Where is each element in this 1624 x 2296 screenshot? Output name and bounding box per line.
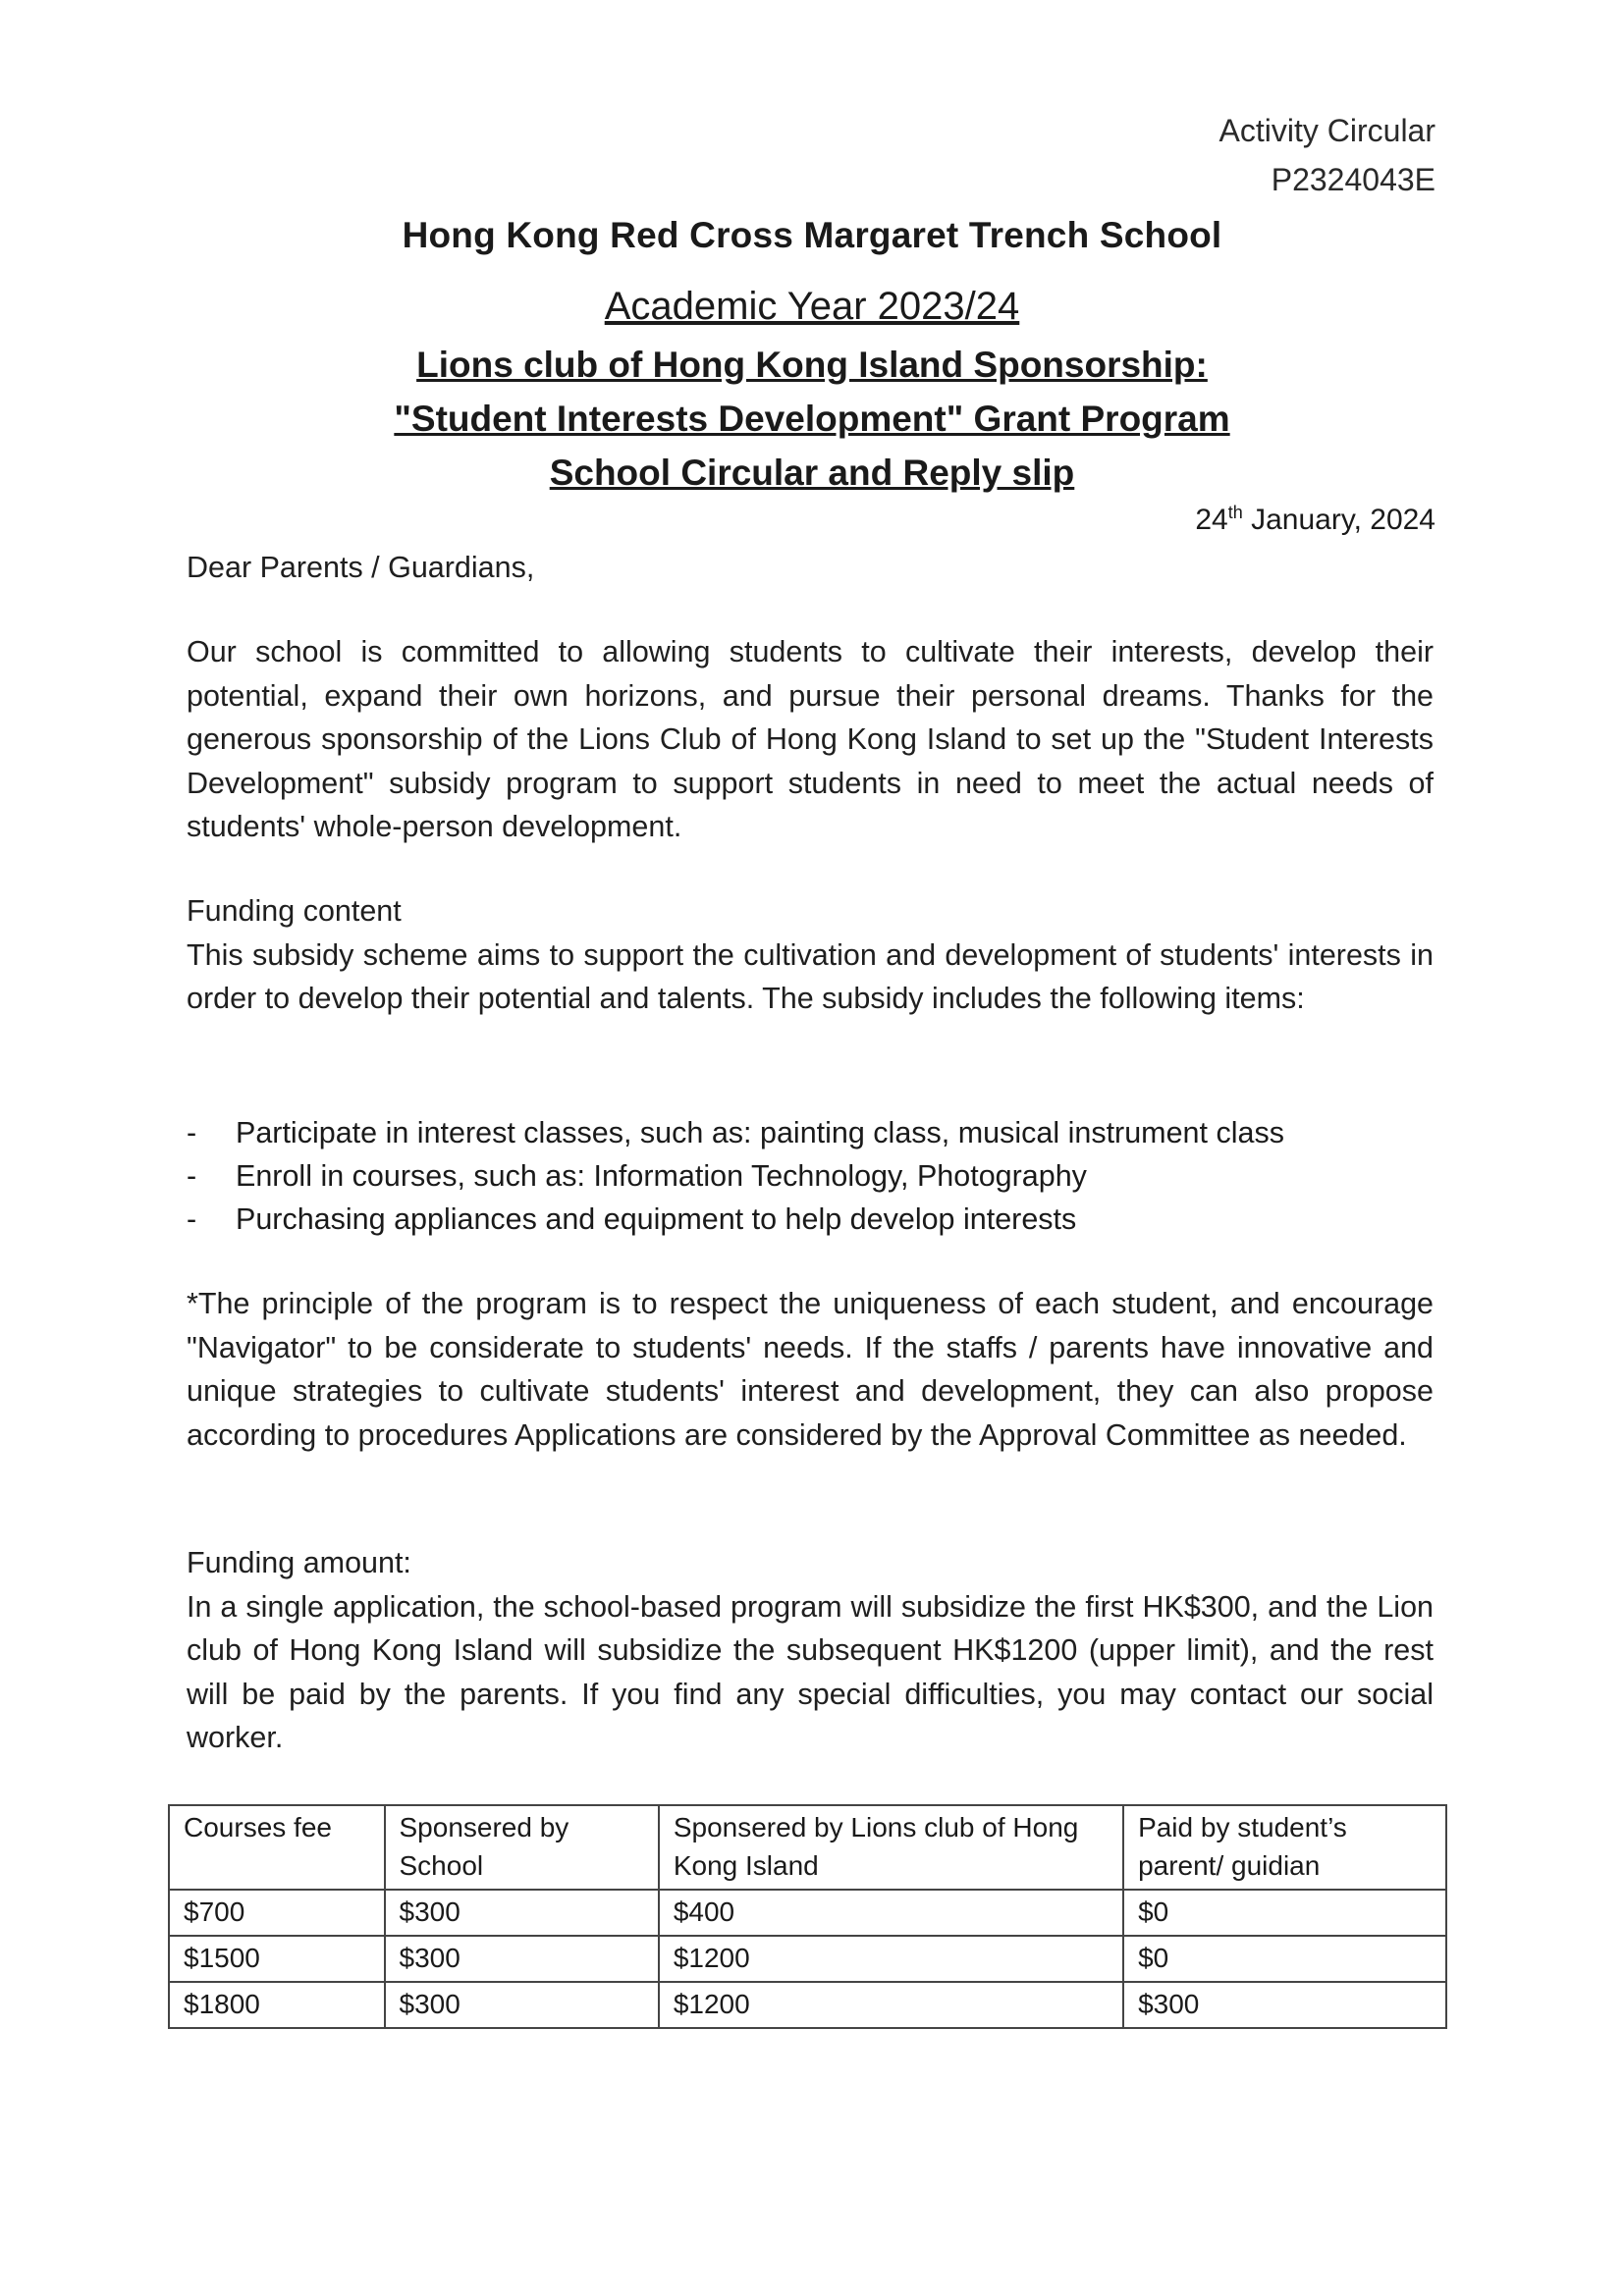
funding-content-text: This subsidy scheme aims to support the cultivation and development of students' interests in order to develop their potential and talents. The subsidy includes the following items:	[187, 937, 1434, 1015]
salutation: Dear Parents / Guardians,	[187, 551, 535, 584]
subsidy-items-list	[187, 1111, 1434, 1241]
table-cell: $1500	[169, 1936, 385, 1982]
table-cell: $1800	[169, 1982, 385, 2028]
table-header-cell: Paid by student’s parent/ guidian	[1123, 1805, 1446, 1890]
table-cell: $300	[385, 1936, 659, 1982]
intro-paragraph	[187, 630, 1434, 849]
table-cell: $0	[1123, 1936, 1446, 1982]
principle-text: *The principle of the program is to respect the uniqueness of each student, and encourage "Navigator" to be considerate to students' needs. If the staffs / parents have innovative and unique strategies to cultivate students' interest and development, they can also propose according to procedures Applications are considered by the Approval Committee as needed.	[187, 1287, 1434, 1452]
funding-amount-heading: Funding amount:	[187, 1546, 411, 1579]
table-cell: $1200	[659, 1936, 1123, 1982]
list-item	[187, 1111, 1434, 1154]
list-item-text: Enroll in courses, such as: Information Technology, Photography	[236, 1159, 1087, 1193]
bullet-dash: -	[187, 1202, 197, 1236]
fee-table	[168, 1804, 1447, 2029]
funding-content-heading: Funding content	[187, 894, 402, 928]
academic-year: Academic Year 2023/24	[604, 285, 1020, 328]
reference-block	[1219, 106, 1435, 204]
date-rest: January, 2024	[1242, 504, 1435, 536]
title-line-3: School Circular and Reply slip	[549, 453, 1075, 493]
table-cell: $300	[385, 1982, 659, 2028]
circular-number: P2324043E	[1271, 162, 1435, 197]
table-cell: $700	[169, 1890, 385, 1936]
date-suffix: th	[1227, 503, 1243, 522]
table-row	[169, 1982, 1446, 2028]
table-cell: $400	[659, 1890, 1123, 1936]
circular-date	[1195, 503, 1435, 537]
table-header-cell: Sponsered by School	[385, 1805, 659, 1890]
list-item	[187, 1154, 1434, 1198]
table-cell: $300	[1123, 1982, 1446, 2028]
list-item-text: Purchasing appliances and equipment to help develop interests	[236, 1202, 1077, 1236]
table-header-cell: Sponsered by Lions club of Hong Kong Island	[659, 1805, 1123, 1890]
funding-amount-text: In a single application, the school-based program will subsidize the first HK$300, and the Lion club of Hong Kong Island will subsidize the subsequent HK$1200 (upper limit), and the rest will be paid by the parents. If you find any special difficulties, you may contact our social worker.	[187, 1589, 1434, 1754]
date-day: 24	[1195, 504, 1228, 536]
principle-paragraph	[187, 1282, 1434, 1457]
funding-content-section	[187, 889, 1434, 1021]
table-cell: $0	[1123, 1890, 1446, 1936]
school-name: Hong Kong Red Cross Margaret Trench School	[402, 215, 1222, 255]
funding-amount-section	[187, 1541, 1434, 1760]
table-row	[169, 1936, 1446, 1982]
list-item	[187, 1198, 1434, 1241]
title-line-1: Lions club of Hong Kong Island Sponsorship:	[416, 345, 1208, 385]
intro-text: Our school is committed to allowing students to cultivate their interests, develop their potential, expand their own horizons, and pursue their personal dreams. Thanks for the generous sponsorship of the Lions Club of Hong Kong Island to set up the "Student Interests Development" subsidy program to support students in need to meet the actual needs of students' whole-person development.	[187, 635, 1434, 843]
circular-type: Activity Circular	[1218, 113, 1435, 148]
title-line-2: "Student Interests Development" Grant Program	[394, 399, 1230, 439]
document-header	[0, 206, 1624, 500]
table-cell: $300	[385, 1890, 659, 1936]
table-header-cell: Courses fee	[169, 1805, 385, 1890]
bullet-dash: -	[187, 1159, 197, 1193]
bullet-dash: -	[187, 1116, 197, 1149]
table-header-row	[169, 1805, 1446, 1890]
table-cell: $1200	[659, 1982, 1123, 2028]
list-item-text: Participate in interest classes, such as: painting class, musical instrument class	[236, 1116, 1284, 1149]
table-row	[169, 1890, 1446, 1936]
